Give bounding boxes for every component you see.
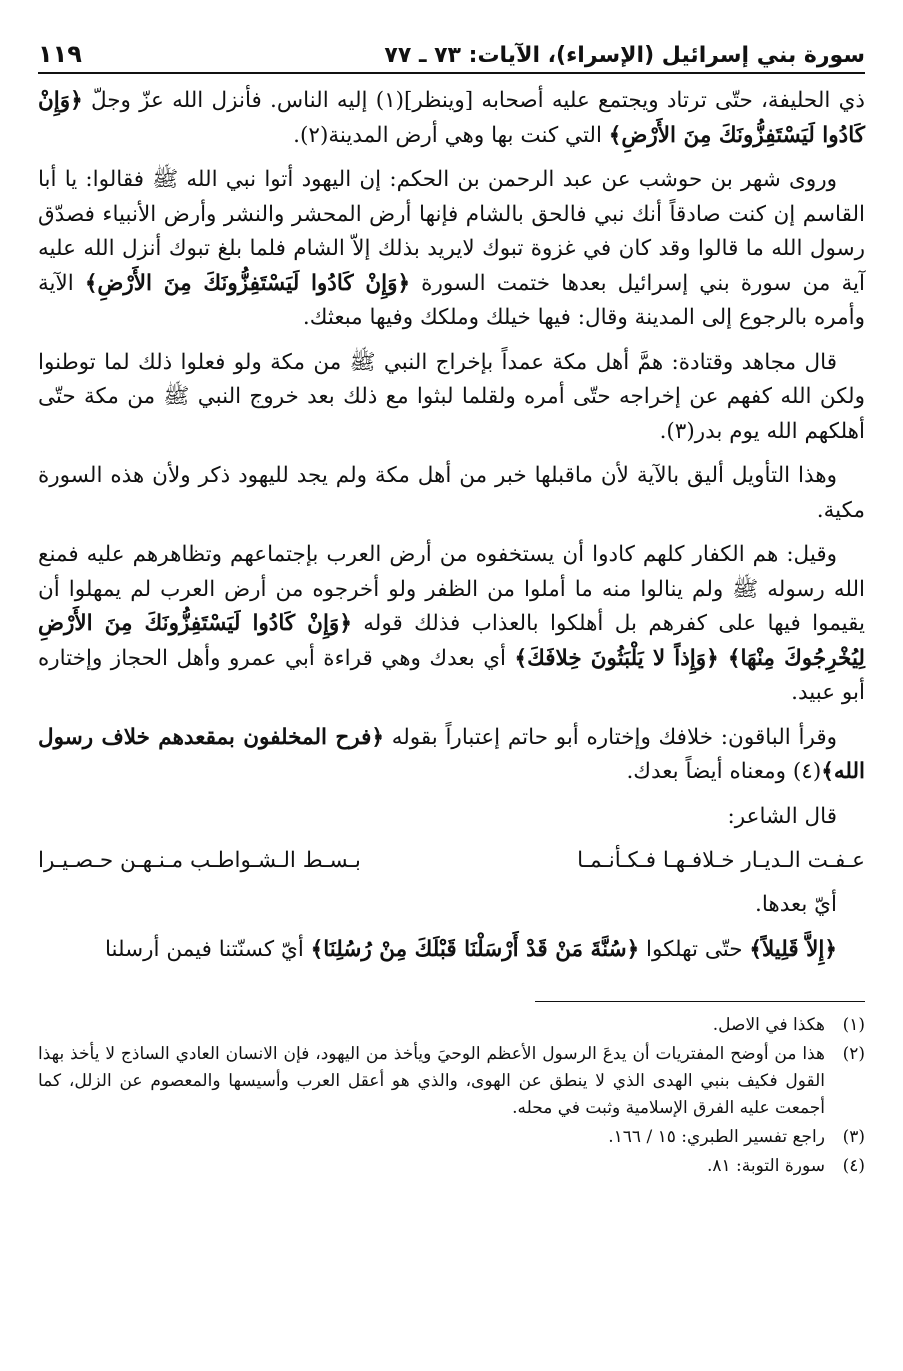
text-segment: وقيل: هم الكفار كلهم كادوا أن يستخفوه من أرض العرب بإجتماعهم وتظاهرهم عليه فمنع الله رسوله ﷺ ولم ينالوا منه ما أملوا من الظفر ولو أخرجوه من أرض العرب لم يمهلوا أن يقيموا فيها على كفرهم بل أهلكوا بالعذاب فذلك قوله [38, 542, 865, 636]
text-segment: وهذا التأويل أليق بالآية لأن ماقبلها خبر من أهل مكة ولم يجد لليهود ذكر ولأن هذه السورة مكية. [38, 463, 865, 523]
paragraph [38, 538, 865, 711]
text-segment: . [293, 122, 300, 148]
footnote-separator [535, 1001, 865, 1002]
quran-quote: ﴿إِلاَّ قَلِيلاً﴾ [749, 936, 837, 962]
text-segment: الآية وأمره بالرجوع إلى المدينة وقال: فيها خيلك وملكك وفيها مبعثك. [38, 270, 865, 330]
quran-quote: ﴿سُنَّةَ مَنْ قَدْ أَرْسَلْنَا قَبْلَكَ مِنْ رُسُلِنَا﴾ [310, 936, 640, 962]
footnote-text: سورة التوبة: ٨١. [706, 1156, 825, 1176]
quran-quote: ﴿وَإِنْ كَادُوا لَيَسْتَفِزُّونَكَ مِنَ الأَرْضِ لِيُخْرِجُوكَ مِنْهَا﴾ ﴿وَإِذاً لا يَلْبَثُونَ خِلافَكَ﴾ [38, 611, 865, 671]
paragraph [38, 346, 865, 450]
text-segment: (٤) [792, 759, 822, 784]
footnote-text: هكذا في الاصل. [712, 1015, 825, 1035]
footnote [38, 1124, 865, 1151]
quran-quote: ﴿وَإِنْ كَادُوا لَيَسْتَفِزُّونَكَ مِنَ الأَرْضِ﴾ [38, 88, 865, 148]
text-segment: (٣) [666, 418, 695, 444]
footnote-number: (١) [842, 1015, 865, 1035]
paragraph [38, 888, 865, 923]
text-segment: (١) [375, 88, 405, 113]
page-header [38, 30, 865, 74]
footnote [38, 1153, 865, 1180]
text-segment: أي بعدك وهي قراءة أبي عمرو وأهل الحجاز وإختاره أبو عبيد. [38, 645, 865, 705]
footnote [38, 1012, 865, 1039]
footnote-text: هذا من أوضح المفتريات أن يدعَ الرسول الأعظم الوحيَ ويأخذ من اليهود، فإن الانسان العادي الساذج لا يأخذ بهذا القول فكيف بنبي الهدى الذي لا ينطق عن الهوى، والذي هو أعقل العرب وأسيسها والمعصوم عن الزلل، كما أجمعت عليه الفرق الإسلامية وثبت في محله. [38, 1044, 825, 1118]
text-segment: ومعناه أيضاً بعدك. [626, 759, 793, 784]
paragraph [38, 721, 865, 790]
quran-quote: ﴿وَإِنْ كَادُوا لَيَسْتَفِزُّونَكَ مِنَ الأَرْضِ﴾ [84, 270, 411, 296]
paragraph [38, 800, 865, 835]
text-segment: أيّ بعدها. [754, 892, 837, 917]
main-text [38, 84, 865, 967]
poem-first-hemistich: عـفـت الـديـار خـلافـهـا فـكـأنـمـا [577, 848, 865, 873]
footnote [38, 1041, 865, 1122]
paragraph [38, 163, 865, 336]
footnote-number: (٣) [842, 1127, 865, 1147]
page-number: ١١٩ [38, 40, 82, 68]
text-segment: التي كنت بها وهي أرض المدينة [328, 122, 609, 148]
text-segment: وقرأ الباقون: خلافك وإختاره أبو حاتم إعتباراً بقوله [383, 724, 837, 750]
footnote-number: (٢) [842, 1044, 865, 1064]
text-segment: . [659, 418, 667, 444]
paragraphs-top [38, 84, 865, 834]
poem-second-hemistich: بـسـط الـشـواطـب مـنـهـن حـصـيـرا [38, 848, 361, 873]
text-segment: ذي الحليفة، حتّى ترتاد ويجتمع عليه أصحابه [وينظر] [404, 88, 865, 113]
text-segment: إليه الناس. فأنزل الله عزّ وجلّ [82, 88, 376, 113]
footnote-text: راجع تفسير الطبري: ١٥ / ١٦٦. [608, 1127, 825, 1147]
text-segment: قال الشاعر: [727, 803, 837, 829]
paragraph [38, 459, 865, 528]
paragraphs-bottom [38, 888, 865, 967]
text-segment: (٢) [300, 122, 329, 148]
text-segment: وروى شهر بن حوشب عن عبد الرحمن بن الحكم: إن اليهود أتوا نبي الله ﷺ فقالوا: يا أبا القاسم إن كنت صادقاً أنك نبي فالحق بالشام فإنها أرض المحشر والنشر وأرض الأنبياء فصدّق رسول الله ما قالوا وقد كان في غزوة تبوك لايريد بذلك إلاّ الشام فلما بلغ تبوك أنزل الله عليه آية من سورة بني إسرائيل بعدها ختمت السورة [38, 167, 865, 296]
footnote-number: (٤) [842, 1156, 865, 1176]
paragraph [38, 84, 865, 153]
text-segment: حتّى تهلكوا [639, 936, 750, 962]
quran-quote: ﴿فرح المخلفون بمقعدهم خلاف رسول الله﴾ [38, 724, 865, 784]
footnotes [38, 1012, 865, 1180]
paragraph [38, 933, 865, 968]
text-segment: قال مجاهد وقتادة: همَّ أهل مكة عمداً بإخراج النبي ﷺ من مكة ولو فعلوا ذلك لما توطنوا ولكن الله كفهم عن إخراجه حتّى أمره ولقلما لبثوا مع ذلك بعد خروج النبي ﷺ من مكة حتّى أهلكهم الله يوم بدر [38, 349, 865, 444]
poem-verse [38, 844, 865, 878]
text-segment: أيّ كسنّتنا فيمن أرسلنا [104, 936, 311, 962]
running-title: سورة بني إسرائيل (الإسراء)، الآيات: ٧٣ ـ ٧٧ [384, 43, 865, 68]
